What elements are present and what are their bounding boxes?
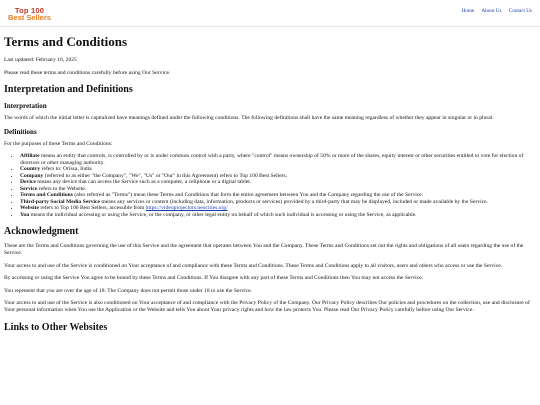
acknowledgment-paragraph: By accessing or using the Service You agree to be bound by these Terms and Conditions. If You disagree with any part of these Terms and Conditions then You may not access the Service.: [4, 275, 424, 282]
definition-term: Device: [20, 179, 36, 186]
definitions-heading: Definitions: [4, 127, 37, 136]
definition-term: Country: [20, 166, 41, 173]
definition-text: (referred to as either "the Company", "We", "Us" or "Our" in this Agreement) refers to Top 100 Best Sellers.: [43, 172, 288, 179]
nav-about-link[interactable]: About Us: [481, 8, 502, 14]
links-other-websites-heading: Links to Other Websites: [4, 321, 108, 333]
logo-line-2: Best Sellers: [8, 13, 51, 22]
definition-term: Service: [20, 185, 38, 192]
definition-term: Third-party Social Media Service: [20, 198, 101, 205]
logo-line-1: Top 100: [14, 6, 45, 15]
definition-term: Terms and Conditions: [20, 192, 73, 199]
nav-contact-link[interactable]: Contact Us: [508, 8, 532, 14]
definition-term: Website: [20, 205, 39, 212]
acknowledgment-paragraph: Your access to and use of the Service is also conditioned on Your acceptance of and compliance with the Privacy Policy of the Company. Our Privacy Policy describes Our policies and procedures on the collection, use and disclosure of Your personal information when You use the Application or the Website and tells You about Your privacy rights and how the law protects You. Please read Our Privacy Policy carefully before using Our Service.: [4, 300, 530, 313]
definition-text: means the individual accessing or using the Service, or the company, or other legal entity on behalf of which such individual is accessing or using the Service, as applicable.: [29, 211, 417, 218]
definition-term: Company: [20, 172, 44, 179]
main-content: [4, 34, 536, 339]
definition-text: means any services or content (including data, information, products or services) provided by a third-party that may be displayed, included or made available by the Service.: [100, 198, 489, 205]
definition-term: You: [20, 211, 30, 218]
definition-text: (also referred as "Terms") mean these Terms and Conditions that form the entire agreement between You and the Company regarding the use of the Service.: [72, 192, 424, 199]
site-header: [0, 0, 540, 27]
acknowledgment-paragraph: Your access to and use of the Service is conditioned on Your acceptance of and compliance with these Terms and Conditions. These Terms and Conditions apply to all visitors, users and others who access or use the Service.: [4, 262, 503, 269]
interpretation-text: The words of which the initial letter is capitalized have meanings defined under the following conditions. The following definitions shall have the same meaning regardless of whether they appear in singular or in plural.: [4, 115, 494, 122]
interpretation-heading: Interpretation: [4, 102, 47, 111]
interpretation-definitions-heading: Interpretation and Definitions: [4, 84, 133, 96]
acknowledgment-heading: Acknowledgment: [4, 226, 79, 238]
definition-text: refers to: Orissa, India: [40, 166, 92, 173]
definition-term: Affiliate: [20, 153, 40, 160]
definition-text: refers to Top 100 Best Sellers, accessible from: [38, 205, 146, 212]
intro-text: Please read these terms and conditions carefully before using Our Service.: [4, 69, 171, 76]
definition-item: [20, 153, 536, 166]
definition-text: means any device that can access the Service such as a computer, a cellphone or a digital tablet.: [35, 179, 252, 186]
last-updated: Last updated: February 16, 2025: [4, 57, 77, 63]
definitions-list: [4, 153, 536, 218]
definition-text: refers to the Website.: [37, 185, 87, 192]
acknowledgment-paragraph: These are the Terms and Conditions governing the use of this Service and the agreement that operates between You and the Company. These Terms and Conditions set out the rights and obligations of all users regarding the use of the Service.: [4, 243, 524, 256]
website-link[interactable]: https://videoprojectors.neocities.org/: [145, 205, 228, 212]
acknowledgment-paragraph: You represent that you are over the age of 18. The Company does not permit those under 18 to use the Service.: [4, 287, 253, 294]
page-title: Terms and Conditions: [4, 34, 128, 49]
main-nav: [455, 8, 532, 14]
definitions-intro: For the purposes of these Terms and Conditions:: [4, 140, 113, 147]
nav-home-link[interactable]: Home: [461, 8, 475, 14]
definition-text: means an entity that controls, is controlled by or is under common control with a party, where "control" means ownership of 50% or more of the shares, equity interest or other securities entitled to vote for election of directors or other managing authority.: [20, 153, 524, 166]
definition-item: [20, 212, 536, 219]
site-logo[interactable]: [8, 8, 51, 21]
